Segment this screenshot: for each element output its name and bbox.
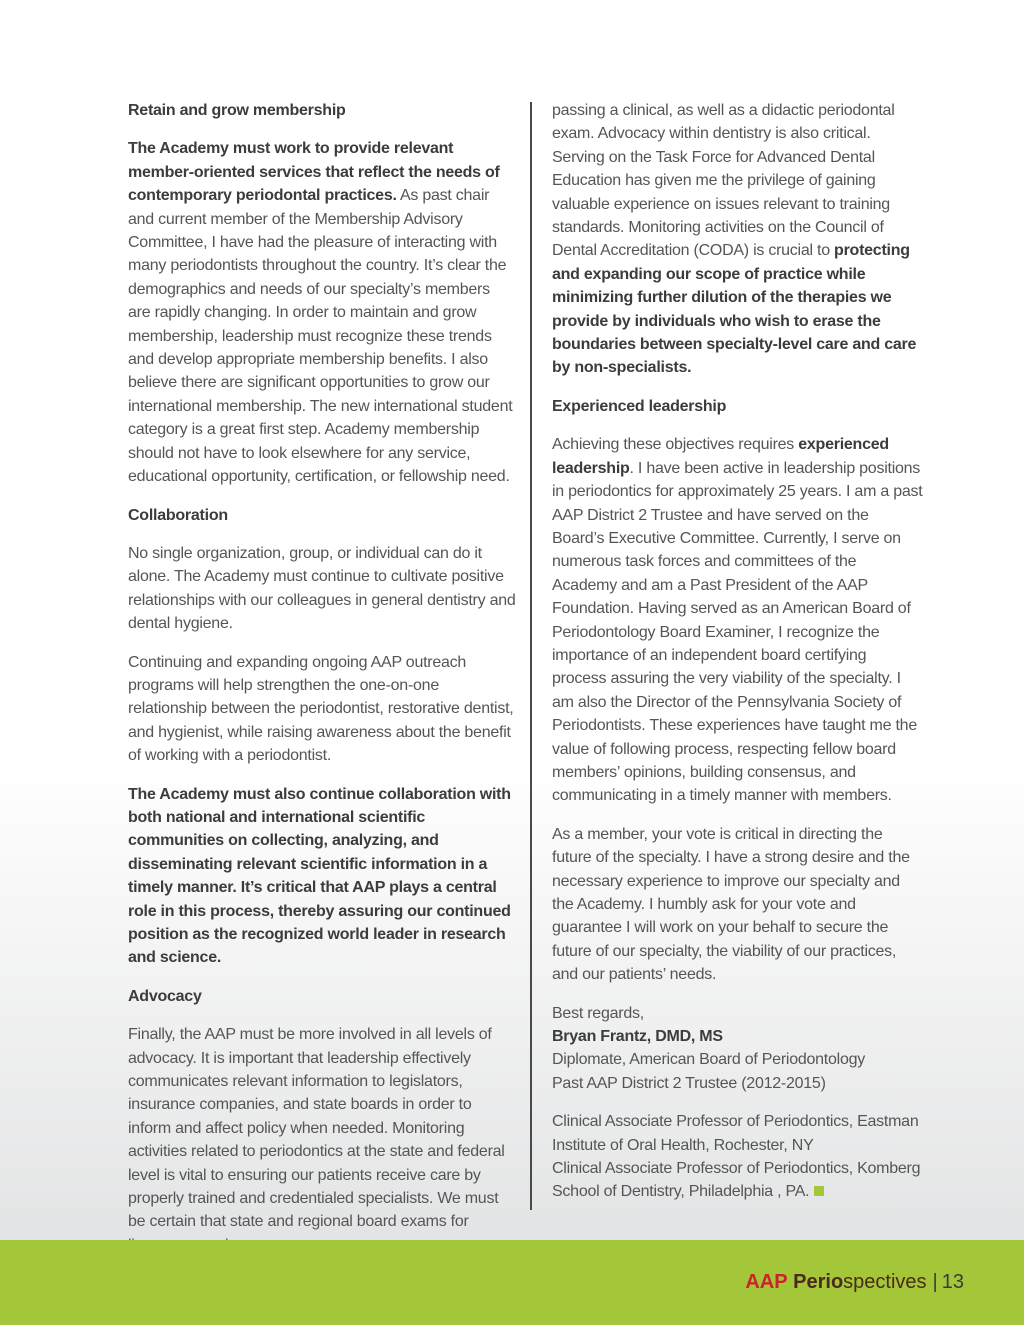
advocacy-continued-body: passing a clinical, as well as a didactic periodontal exam. Advocacy within dentistry is also critical. Serving on the Task Force for Advanced Dental Education has given me the privilege of gaining valuable experience on issues relevant to training standards. Monitoring activities on the Council of Dental Accreditation (CODA) is crucial to [552,102,895,260]
leadership-intro: Achieving these objectives requires [552,436,799,454]
author-title-trustee: Past AAP District 2 Trustee (2012-2015) [552,1074,826,1092]
heading-experienced-leadership: Experienced leadership [552,397,727,415]
heading-advocacy: Advocacy [128,987,202,1005]
affiliation-komberg [552,1157,924,1204]
leadership-body: . I have been active in leadership positions in periodontics for approximately 25 years. I am a past AAP District 2 Trustee and have served on the Board’s Executive Committee. Currently, I serve on numerous task forces and committees of the Academy and am a Past President of the AAP Foundation. Having served as an American Board of Periodontology Board Examiner, I recognize the importance of an independent board certifying process assuring the very viability of the specialty. I am also the Director of the Pennsylvania Society of Periodontists. These experiences have taught me the value of following process, respecting fellow board members’ opinions, building consensus, and communicating in a timely manner with members. [552,459,923,805]
signoff: Best regards, [552,1004,644,1022]
author-name: Bryan Frantz, DMD, MS [552,1028,723,1046]
right-column [552,99,924,1204]
author-title-diplomate: Diplomate, American Board of Periodontology [552,1051,865,1069]
page-number: 13 [941,1271,964,1293]
column-divider [530,102,532,1210]
heading-retain-membership: Retain and grow membership [128,102,346,119]
end-of-article-icon [814,1186,824,1196]
paragraph-collaboration: No single organization, group, or individual can do it alone. The Academy must continue to cultivate positive relationships with our colleagues in general dentistry and dental hygiene. [128,544,516,633]
footer-publication [745,1271,964,1294]
paragraph-scientific-collaboration: The Academy must also continue collaboration with both national and international scientific communities on collecting, analyzing, and disseminating relevant scientific information in a timely manner. It’s critical that AAP plays a central role in this process, thereby assuring our continued position as the recognized world leader in research and science. [128,785,511,967]
footer-aap: AAP [745,1271,788,1293]
paragraph-membership [128,137,516,488]
affiliation-eastman: Clinical Associate Professor of Periodontics, Eastman Institute of Oral Health, Rochester, NY [552,1113,919,1154]
left-column [128,99,516,1257]
scope-of-practice-emphasis: protecting and expanding our scope of practice while minimizing further dilution of the therapies we provide by individuals who wish to erase the boundaries between specialty-level care and care by non-specialists. [552,242,917,377]
membership-emphasis: The Academy must work to provide relevant member-oriented services that reflect the needs of contemporary periodontal practices. [128,140,500,205]
heading-collaboration: Collaboration [128,506,228,524]
paragraph-vote: As a member, your vote is critical in directing the future of the specialty. I have a strong desire and the necessary experience to improve our specialty and the Academy. I humbly ask for your vote and guarantee I will work on your behalf to secure the future of our specialty, the viability of our practices, and our patients’ needs. [552,825,910,984]
footer-separator: | [932,1271,938,1293]
leadership-emphasis: experienced leadership [552,436,889,477]
paragraph-outreach: Continuing and expanding ongoing AAP outreach programs will help strengthen the one-on-one relationship between the periodontist, restorative dentist, and hygienist, while raising awareness about the benefit of working with a periodontist. [128,653,514,765]
affiliation-komberg-text: Clinical Associate Professor of Periodontics, Komberg School of Dentistry, Philadelphia , PA. [552,1160,921,1201]
footer-spectives: spectives [843,1271,927,1293]
paragraph-advocacy: Finally, the AAP must be more involved in all levels of advocacy. It is important that leadership effectively communicates relevant information to legislators, insurance companies, and state boards in order to inform and affect policy when needed. Monitoring activities related to periodontics at the state and federal level is vital to ensuring our patients receive care by properly trained and credentialed specialists. We must be certain that state and regional board exams for [128,1026,505,1231]
footer-perio: Perio [793,1271,844,1293]
paragraph-advocacy-continued [552,99,924,380]
membership-body: As past chair and current member of the Membership Advisory Committee, I have had the pleasure of interacting with many periodontists throughout the country. It’s clear the demographics and needs of our specialty’s members are rapidly changing. In order to maintain and grow membership, leadership must recognize these trends and develop appropriate membership benefits. I also believe there are significant opportunities to grow our international membership. The new international student category is a great first step. Academy membership should not have to look elsewhere for any service, educational opportunity, certification, or fellowship need. [128,187,513,486]
paragraph-leadership [552,433,924,808]
